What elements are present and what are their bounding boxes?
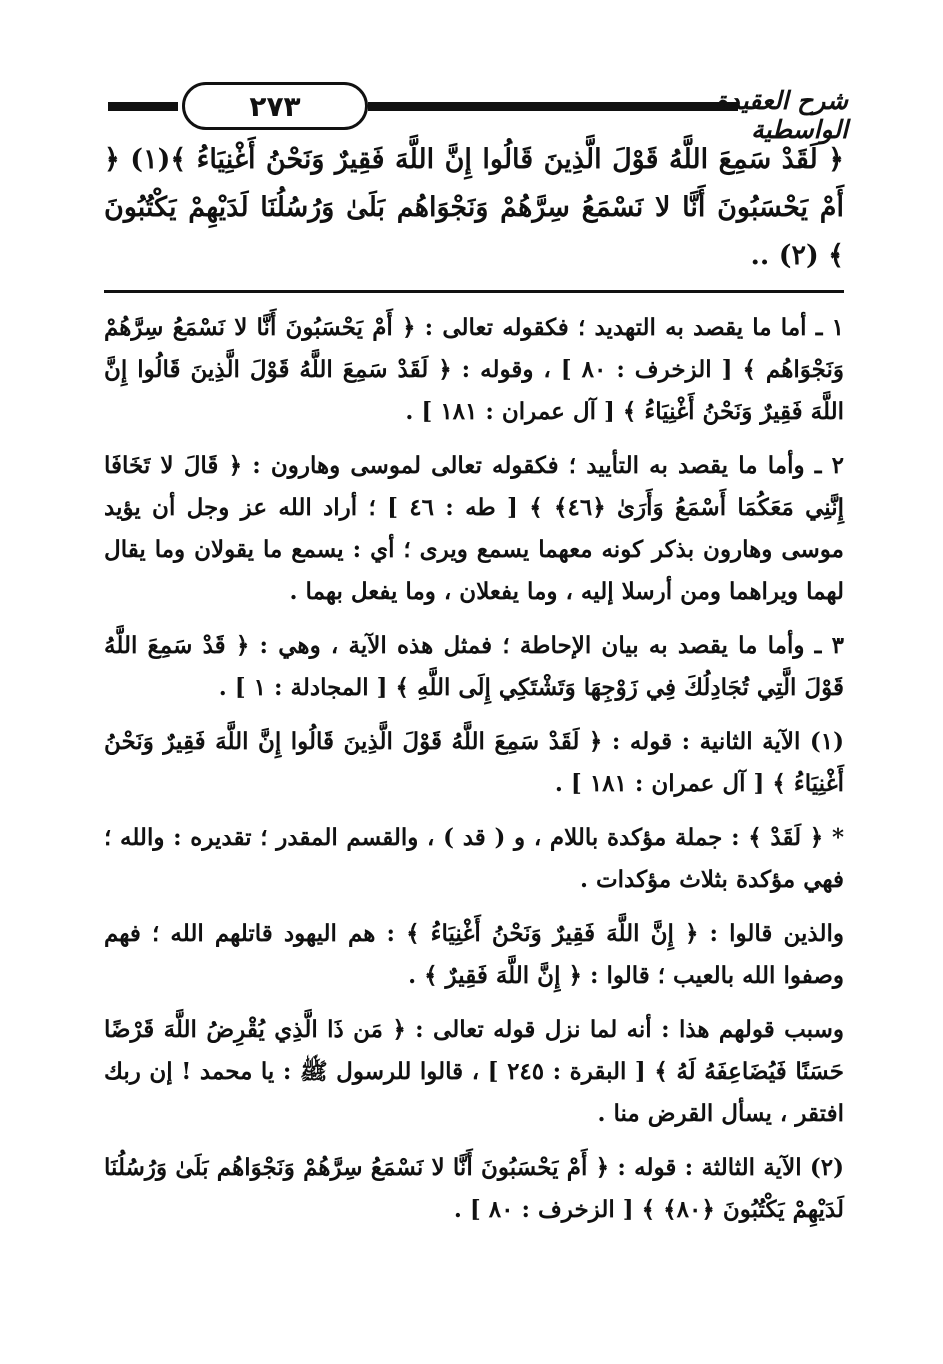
paragraph-3: ٣ ـ وأما ما يقصد به بيان الإحاطة ؛ فمثل هذه الآية ، وهي : ﴿ قَدْ سَمِعَ اللَّهُ قَوْلَ الَّتِي تُجَادِلُكَ فِي زَوْجِهَا وَتَشْتَكِي إِلَى اللَّهِ ﴾ [ المجادلة : ١ ] . xyxy=(104,632,844,701)
paragraph-5: * ﴿ لَقَدْ ﴾ : جملة مؤكدة باللام ، و ( قد ) ، والقسم المقدر ؛ تقديره : والله ؛ فهي مؤكدة بثلاث مؤكدات . xyxy=(104,824,844,893)
page-number: ٢٧٣ xyxy=(182,82,368,130)
footnote-separator xyxy=(104,290,844,293)
paragraph-8: (٢) الآية الثالثة : قوله : ﴿ أَمْ يَحْسَبُونَ أَنَّا لا نَسْمَعُ سِرَّهُمْ وَنَجْوَاهُم بَلَىٰ وَرُسُلُنَا لَدَيْهِمْ يَكْتُبُونَ ﴿٨٠﴾ ﴾ [ الزخرف : ٨٠ ] . xyxy=(104,1154,844,1223)
page-content xyxy=(104,136,844,1243)
paragraph-1: ١ ـ أما ما يقصد به التهديد ؛ فكقوله تعالى : ﴿ أَمْ يَحْسَبُونَ أَنَّا لا نَسْمَعُ سِرَّهُمْ وَنَجْوَاهُم ﴾ [ الزخرف : ٨٠ ] ، وقوله : ﴿ لَقَدْ سَمِعَ اللَّهُ قَوْلَ الَّذِينَ قَالُوا إِنَّ اللَّهَ فَقِيرٌ وَنَحْنُ أَغْنِيَاءُ ﴾ [ آل عمران : ١٨١ ] . xyxy=(104,314,844,425)
paragraph-7: وسبب قولهم هذا : أنه لما نزل قوله تعالى : ﴿ مَن ذَا الَّذِي يُقْرِضُ اللَّهَ قَرْضًا حَسَنًا فَيُضَاعِفَهُ لَهُ ﴾ [ البقرة : ٢٤٥ ] ، قالوا للرسول ﷺ : يا محمد ! إن ربك افتقر ، يسأل القرض منا . xyxy=(104,1016,845,1127)
paragraph-4: (١) الآية الثانية : قوله : ﴿ لَقَدْ سَمِعَ اللَّهُ قَوْلَ الَّذِينَ قَالُوا إِنَّ اللَّهَ فَقِيرٌ وَنَحْنُ أَغْنِيَاءُ ﴾ [ آل عمران : ١٨١ ] . xyxy=(104,728,844,797)
header-rule-left xyxy=(108,102,178,111)
paragraph-2: ٢ ـ وأما ما يقصد به التأييد ؛ فكقوله تعالى لموسى وهارون : ﴿ قَالَ لا تَخَافَا إِنَّنِي مَعَكُمَا أَسْمَعُ وَأَرَىٰ ﴿٤٦﴾ ﴾ [ طه : ٤٦ ] ؛ أراد الله عز وجل أن يؤيد موسى وهارون بذكر كونه معهما يسمع ويرى ؛ أي : يسمع ما يقولان وما يقال لهما ويراهما ومن أرسلا إليه ، وما يفعلان ، وما يفعل بهما . xyxy=(104,452,845,605)
paragraph-6: والذين قالوا : ﴿ إِنَّ اللَّهَ فَقِيرٌ وَنَحْنُ أَغْنِيَاءُ ﴾ : هم اليهود قاتلهم الله ؛ فهم وصفوا الله بالعيب ؛ قالوا : ﴿ إِنَّ اللَّهَ فَقِيرٌ ﴾ . xyxy=(104,920,844,989)
running-title: شرح العقيدة الواسطية xyxy=(715,86,848,144)
verse-block: ﴿ لَقَدْ سَمِعَ اللَّهُ قَوْلَ الَّذِينَ قَالُوا إِنَّ اللَّهَ فَقِيرٌ وَنَحْنُ أَغْنِيَاءُ ﴾(١) ﴿ أَمْ يَحْسَبُونَ أَنَّا لا نَسْمَعُ سِرَّهُمْ وَنَجْوَاهُم بَلَىٰ وَرُسُلُنَا لَدَيْهِمْ يَكْتُبُونَ ﴾ (٢) .. xyxy=(104,144,844,271)
page-header xyxy=(108,80,848,144)
